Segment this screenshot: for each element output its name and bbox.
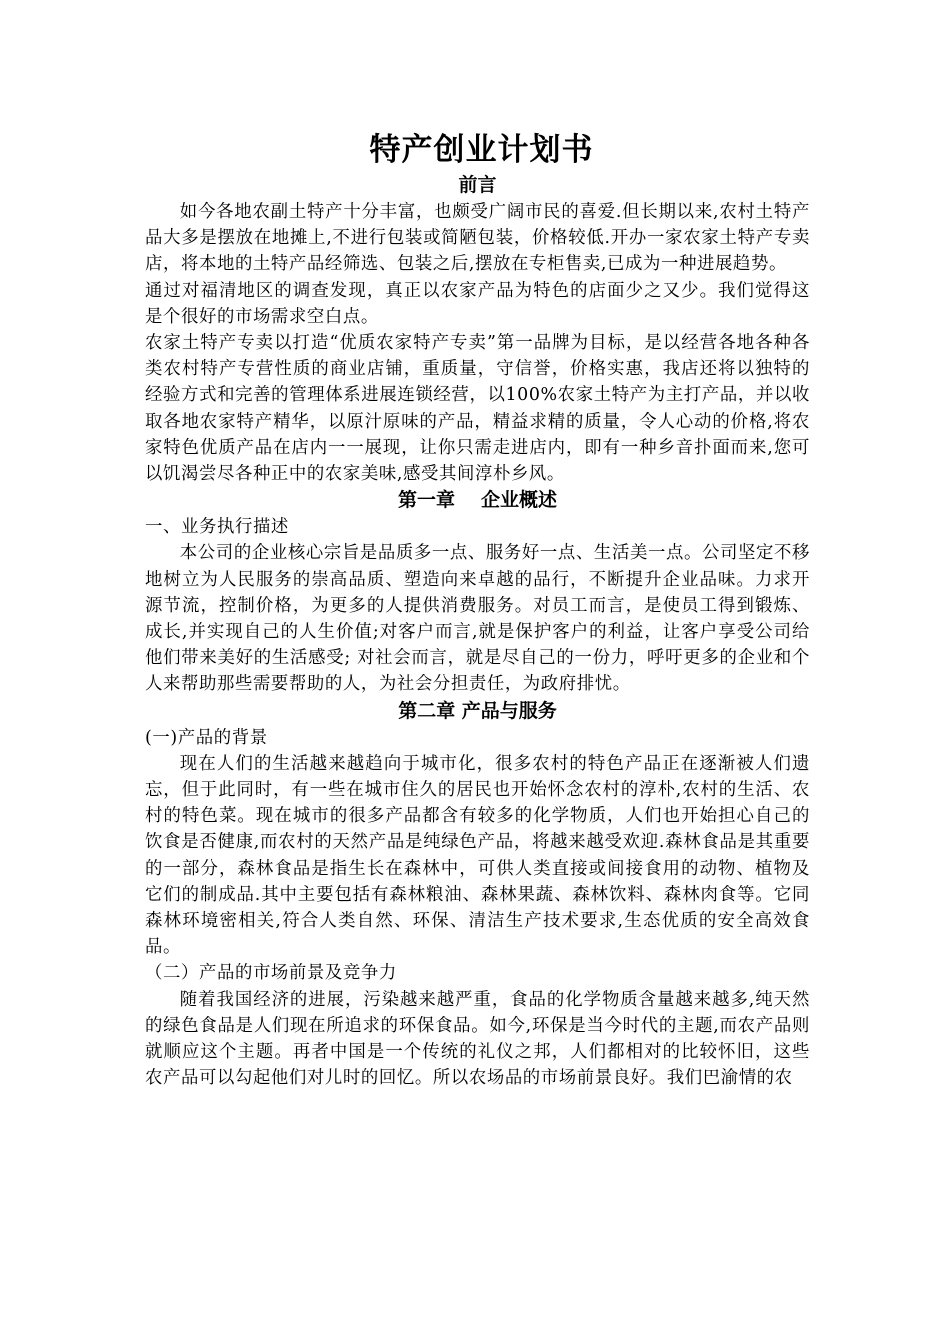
preface-paragraph-3: 农家土特产专卖以打造“优质农家特产专卖”第一品牌为目标，是以经营各地各种各类农村特产专营性质的商业店铺，重质量，守信誉，价格实惠，我店还将以独特的经验方式和完善的管理体系进展连锁经营，以100%农家土特产为主打产品，并以收取各地农家特产精华，以原汁原味的产品，精益求精的质量，令人心动的价格,将农家特色优质产品在店内一一展现，让你只需走进店内，即有一种乡音扑面而来,您可以饥渴尝尽各种正中的农家美味,感受其间淳朴乡风。: [145, 333, 810, 485]
chapter2-heading: 第二章 产品与服务: [398, 699, 557, 722]
chapter2-section1-title: (一)产品的背景: [145, 727, 268, 748]
document-title: 特产创业计划书: [369, 132, 594, 168]
chapter1-number: 第一章: [397, 489, 455, 512]
chapter1-paragraph: 本公司的企业核心宗旨是品质多一点、服务好一点、生活美一点。公司坚定不移地树立为人民服务的崇高品质、塑造向来卓越的品行，不断提升企业品味。力求开源节流，控制价格，为更多的人提供消费服务。对员工而言，是使员工得到锻炼、成长,并实现自己的人生价值;对客户而言,就是保护客户的利益，让客户享受公司给他们带来美好的生活感受; 对社会而言，就是尽自己的一份力，呼吁更多的企业和个人来帮助那些需要帮助的人，为社会分担责任，为政府排忧。: [145, 543, 810, 695]
document-page: [145, 128, 810, 1092]
chapter1-title: 企业概述: [481, 489, 558, 512]
preface-paragraph-2: 通过对福清地区的调查发现，真正以农家产品为特色的店面少之又少。我们觉得这是个很好的市场需求空白点。: [145, 280, 810, 327]
chapter1-section-title: 一、业务执行描述: [145, 517, 289, 538]
preface-heading: 前言: [458, 174, 497, 196]
chapter2-section2-paragraph: 随着我国经济的进展，污染越来越严重，食品的化学物质含量越来越多,纯天然的绿色食品是人们现在所追求的环保食品。如今,环保是当今时代的主题,而农产品则就顺应这个主题。再者中国是一个传统的礼仪之邦，人们都相对的比较怀旧，这些农产品可以勾起他们对儿时的回忆。所以农场品的市场前景良好。我们巴渝情的农: [145, 989, 810, 1089]
chapter1-heading: [145, 487, 810, 514]
preface-paragraph-1: 如今各地农副土特产十分丰富，也颇受广阔市民的喜爱.但长期以来,农村土特产品大多是摆放在地摊上,不进行包装或简陋包装，价格较低.开办一家农家土特产专卖店，将本地的土特产品经筛选、包装之后,摆放在专柜售卖,已成为一种进展趋势。: [145, 202, 810, 275]
chapter2-section1-paragraph: 现在人们的生活越来越趋向于城市化，很多农村的特色产品正在逐渐被人们遗忘，但于此同时，有一些在城市住久的居民也开始怀念农村的淳朴,农村的生活、农村的特色菜。现在城市的很多产品都含有较多的化学物质，人们也开始担心自己的饮食是否健康,而农村的天然产品是纯绿色产品，将越来越受欢迎.森林食品是其重要的一部分，森林食品是指生长在森林中，可供人类直接或间接食用的动物、植物及它们的制成品.其中主要包括有森林粮油、森林果蔬、森林饮料、森林肉食等。它同森林环境密相关,符合人类自然、环保、清洁生产技术要求,生态优质的安全高效食品。: [145, 753, 810, 958]
chapter2-section2-title: （二）产品的市场前景及竞争力: [145, 963, 397, 984]
